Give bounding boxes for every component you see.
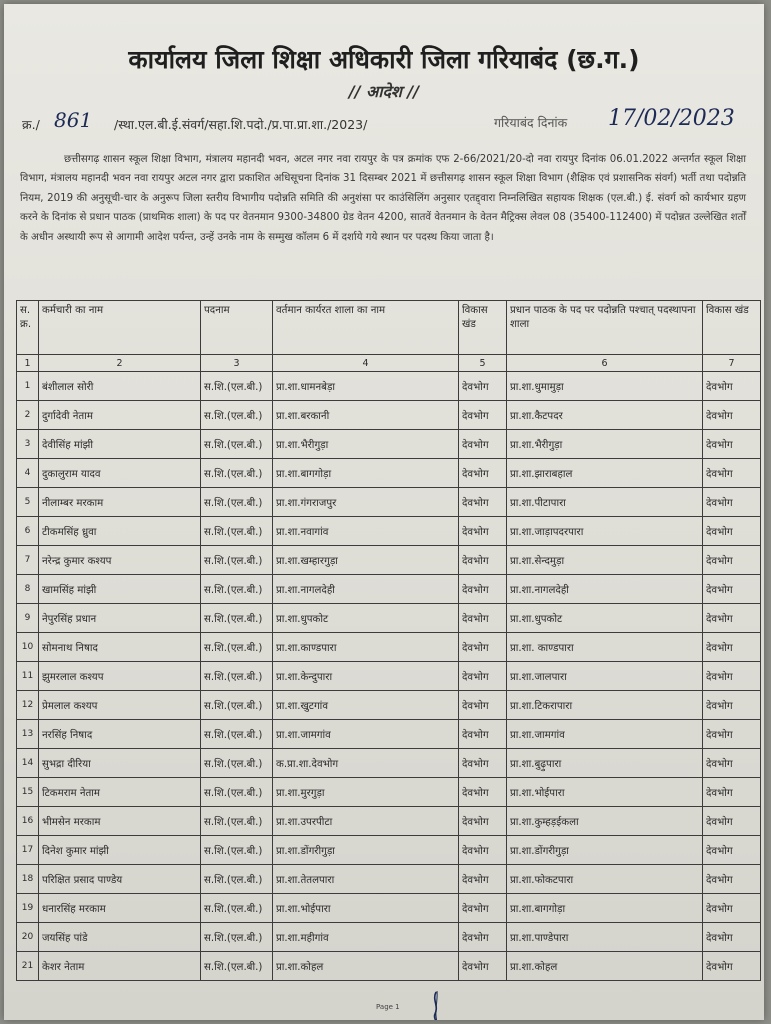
table-row (17, 691, 761, 720)
cell-posting-school: प्रा.शा.भोईपारा (507, 778, 703, 807)
cell-block: देवभोग (459, 749, 507, 778)
cell-posting-school: प्रा.शा.कैटपदर (507, 401, 703, 430)
table-row (17, 546, 761, 575)
cell-block: देवभोग (459, 894, 507, 923)
cell-block: देवभोग (459, 517, 507, 546)
office-title: कार्यालय जिला शिक्षा अधिकारी जिला गरियाबंद (छ.ग.) (128, 45, 640, 74)
cell-serial: 17 (17, 836, 39, 865)
col-number: 5 (459, 355, 507, 372)
table-row (17, 720, 761, 749)
ref-prefix: क्र./ (22, 117, 40, 132)
cell-current-school: प्रा.शा.केन्दुपारा (273, 662, 459, 691)
pen-stroke-icon (430, 990, 442, 1020)
cell-current-school: प्रा.शा.धुपकोट (273, 604, 459, 633)
cell-employee-name: टिकमराम नेताम (39, 778, 201, 807)
cell-employee-name: धनारसिंह मरकाम (39, 894, 201, 923)
cell-current-school: प्रा.शा.नवागांव (273, 517, 459, 546)
cell-designation: स.शि.(एल.बी.) (201, 691, 273, 720)
cell-posting-school: प्रा.शा. काण्डपारा (507, 633, 703, 662)
cell-serial: 2 (17, 401, 39, 430)
col-number: 3 (201, 355, 273, 372)
cell-current-school: प्रा.शा.मुरगुड़ा (273, 778, 459, 807)
cell-serial: 8 (17, 575, 39, 604)
cell-employee-name: भीमसेन मरकाम (39, 807, 201, 836)
cell-block: देवभोग (459, 604, 507, 633)
page-number: Page 1 (376, 1003, 400, 1011)
cell-posting-school: प्रा.शा.कोहल (507, 952, 703, 981)
cell-block: देवभोग (459, 923, 507, 952)
cell-posting-school: प्रा.शा.भैरीगुड़ा (507, 430, 703, 459)
cell-current-school: प्रा.शा.बरकानी (273, 401, 459, 430)
cell-current-school: प्रा.शा.बागगोड़ा (273, 459, 459, 488)
cell-posting-school: प्रा.शा.झाराबहाल (507, 459, 703, 488)
col-number: 2 (39, 355, 201, 372)
cell-current-school: प्रा.शा.खम्हारगुड़ा (273, 546, 459, 575)
cell-serial: 10 (17, 633, 39, 662)
cell-employee-name: नरेन्द्र कुमार कश्यप (39, 546, 201, 575)
cell-current-school: प्रा.शा.भोईपारा (273, 894, 459, 923)
cell-block: देवभोग (459, 662, 507, 691)
cell-posting-block: देवभोग (703, 401, 761, 430)
cell-current-school: प्रा.शा.नागलदेही (273, 575, 459, 604)
cell-posting-school: प्रा.शा.जालपारा (507, 662, 703, 691)
col-number: 6 (507, 355, 703, 372)
cell-current-school: प्रा.शा.खुटगांव (273, 691, 459, 720)
cell-posting-block: देवभोग (703, 865, 761, 894)
cell-block: देवभोग (459, 488, 507, 517)
cell-designation: स.शि.(एल.बी.) (201, 807, 273, 836)
cell-designation: स.शि.(एल.बी.) (201, 604, 273, 633)
cell-block: देवभोग (459, 459, 507, 488)
cell-posting-school: प्रा.शा.नागलदेही (507, 575, 703, 604)
cell-posting-block: देवभोग (703, 691, 761, 720)
document-page (4, 4, 764, 1020)
table-body (17, 372, 761, 981)
cell-designation: स.शि.(एल.बी.) (201, 749, 273, 778)
cell-employee-name: सोमनाथ निषाद (39, 633, 201, 662)
col-number: 7 (703, 355, 761, 372)
col-header-new-block: विकास खंड (703, 301, 761, 355)
cell-serial: 14 (17, 749, 39, 778)
cell-serial: 13 (17, 720, 39, 749)
cell-designation: स.शि.(एल.बी.) (201, 633, 273, 662)
cell-designation: स.शि.(एल.बी.) (201, 488, 273, 517)
cell-designation: स.शि.(एल.बी.) (201, 894, 273, 923)
cell-employee-name: दिनेश कुमार मांझी (39, 836, 201, 865)
order-heading: // आदेश // (348, 82, 420, 101)
table-row (17, 430, 761, 459)
cell-posting-block: देवभोग (703, 517, 761, 546)
cell-employee-name: टीकमसिंह ध्रुवा (39, 517, 201, 546)
cell-posting-block: देवभोग (703, 633, 761, 662)
cell-designation: स.शि.(एल.बी.) (201, 517, 273, 546)
table-row (17, 517, 761, 546)
table-row (17, 749, 761, 778)
reference-line (18, 108, 750, 138)
table-row (17, 401, 761, 430)
table-header-row (17, 301, 761, 355)
col-header-block: विकास खंड (459, 301, 507, 355)
cell-posting-block: देवभोग (703, 372, 761, 401)
cell-posting-school: प्रा.शा.बुढ़ुपारा (507, 749, 703, 778)
cell-designation: स.शि.(एल.बी.) (201, 546, 273, 575)
table-row (17, 459, 761, 488)
cell-current-school: प्रा.शा.धामनबेड़ा (273, 372, 459, 401)
cell-designation: स.शि.(एल.बी.) (201, 430, 273, 459)
cell-designation: स.शि.(एल.बी.) (201, 836, 273, 865)
cell-posting-block: देवभोग (703, 807, 761, 836)
cell-posting-school: प्रा.शा.बागगोड़ा (507, 894, 703, 923)
cell-posting-block: देवभोग (703, 894, 761, 923)
table-row (17, 662, 761, 691)
cell-block: देवभोग (459, 372, 507, 401)
cell-posting-block: देवभोग (703, 923, 761, 952)
cell-posting-school: प्रा.शा.फोकटपारा (507, 865, 703, 894)
cell-serial: 20 (17, 923, 39, 952)
cell-employee-name: परिक्षित प्रसाद पाण्डेय (39, 865, 201, 894)
cell-serial: 18 (17, 865, 39, 894)
cell-posting-block: देवभोग (703, 720, 761, 749)
cell-current-school: प्रा.शा.कोहल (273, 952, 459, 981)
column-number-row (17, 355, 761, 372)
cell-serial: 11 (17, 662, 39, 691)
col-number: 1 (17, 355, 39, 372)
cell-current-school: क.प्रा.शा.देवभोग (273, 749, 459, 778)
cell-block: देवभोग (459, 401, 507, 430)
cell-employee-name: बंशीलाल सोरी (39, 372, 201, 401)
cell-posting-school: प्रा.शा.सेन्दमुड़ा (507, 546, 703, 575)
cell-employee-name: दुकालुराम यादव (39, 459, 201, 488)
cell-posting-school: प्रा.शा.जाड़ापदरपारा (507, 517, 703, 546)
cell-employee-name: देवीसिंह मांझी (39, 430, 201, 459)
cell-designation: स.शि.(एल.बी.) (201, 778, 273, 807)
cell-employee-name: केशर नेताम (39, 952, 201, 981)
cell-current-school: प्रा.शा.तेतलपारा (273, 865, 459, 894)
cell-current-school: प्रा.शा.भैरीगुड़ा (273, 430, 459, 459)
ref-code: /स्था.एल.बी.ई.संवर्ग/सहा.शि.पदो./प्र.पा.प्रा.शा./2023/ (114, 117, 368, 132)
cell-block: देवभोग (459, 836, 507, 865)
cell-designation: स.शि.(एल.बी.) (201, 575, 273, 604)
cell-posting-block: देवभोग (703, 488, 761, 517)
cell-posting-block: देवभोग (703, 604, 761, 633)
cell-posting-school: प्रा.शा.पीटापारा (507, 488, 703, 517)
cell-current-school: प्रा.शा.महीगांव (273, 923, 459, 952)
cell-block: देवभोग (459, 575, 507, 604)
cell-designation: स.शि.(एल.बी.) (201, 952, 273, 981)
cell-current-school: प्रा.शा.काण्डपारा (273, 633, 459, 662)
col-header-sn: स. क्र. (17, 301, 39, 355)
cell-employee-name: नीलाम्बर मरकाम (39, 488, 201, 517)
promotion-table (16, 300, 761, 981)
cell-serial: 19 (17, 894, 39, 923)
cell-posting-block: देवभोग (703, 749, 761, 778)
table-row (17, 836, 761, 865)
cell-posting-block: देवभोग (703, 778, 761, 807)
cell-block: देवभोग (459, 633, 507, 662)
cell-employee-name: खामसिंह मांझी (39, 575, 201, 604)
cell-employee-name: सुभद्रा दीरिया (39, 749, 201, 778)
cell-serial: 21 (17, 952, 39, 981)
cell-designation: स.शि.(एल.बी.) (201, 459, 273, 488)
cell-block: देवभोग (459, 691, 507, 720)
cell-serial: 15 (17, 778, 39, 807)
cell-posting-school: प्रा.शा.जामगांव (507, 720, 703, 749)
cell-serial: 16 (17, 807, 39, 836)
cell-serial: 4 (17, 459, 39, 488)
cell-posting-school: प्रा.शा.पाण्डेपारा (507, 923, 703, 952)
col-header-current-school: वर्तमान कार्यरत शाला का नाम (273, 301, 459, 355)
table-row (17, 865, 761, 894)
cell-posting-school: प्रा.शा.धुमामुड़ा (507, 372, 703, 401)
cell-serial: 12 (17, 691, 39, 720)
cell-block: देवभोग (459, 778, 507, 807)
cell-designation: स.शि.(एल.बी.) (201, 372, 273, 401)
cell-block: देवभोग (459, 720, 507, 749)
table-row (17, 372, 761, 401)
table-row (17, 575, 761, 604)
table-row (17, 952, 761, 981)
col-header-post: पदनाम (201, 301, 273, 355)
cell-current-school: प्रा.शा.डोंगरीगुड़ा (273, 836, 459, 865)
cell-block: देवभोग (459, 807, 507, 836)
cell-serial: 1 (17, 372, 39, 401)
cell-block: देवभोग (459, 865, 507, 894)
cell-employee-name: झुमरलाल कश्यप (39, 662, 201, 691)
cell-current-school: प्रा.शा.उपरपीटा (273, 807, 459, 836)
cell-serial: 3 (17, 430, 39, 459)
cell-block: देवभोग (459, 430, 507, 459)
cell-designation: स.शि.(एल.बी.) (201, 865, 273, 894)
col-number: 4 (273, 355, 459, 372)
order-body-paragraph: छत्तीसगढ़ शासन स्कूल शिक्षा विभाग, मंत्रालय महानदी भवन, अटल नगर नवा रायपुर के पत्र क्रमांक एफ 2-66/2021/20-दो नवा रायपुर दिनांक 06.01.2022 अन्तर्गत स्कूल शिक्षा विभाग, मंत्रालय महानदी भवन नवा रायपुर अटल नगर द्वारा प्रकाशित अधिसूचना दिनांक 31 दिसम्बर 2021 में छत्तीसगढ़ शासन स्कूल शिक्षा विभाग (शैक्षिक एवं प्रशासनिक संवर्ग) भर्ती तथा पदोन्नति नियम, 2019 की अनुसूची-चार के अनुरूप जिला स्तरीय विभागीय पदोन्नति समिति की अनुशंसा पर काउंसिलिंग अनुसार एतद्द्वारा निम्नलिखित सहायक शिक्षक (एल.बी.) ई. संवर्ग को कार्यभार ग्रहण करने के दिनांक से प्रधान पाठक (प्राथमिक शाला) के पद पर वेतनमान 9300-34800 ग्रेड वेतन 4200, सातवें वेतनमान के वेतन मैट्रिक्स लेवल 08 (35400-112400) में पदोन्नत उल्लेखित शर्तों के अधीन अस्थायी रूप से आगामी आदेश पर्यन्त, उन्हें उनके नाम के सम्मुख कॉलम 6 में दर्शाये गये स्थान पर पदस्थ किया जाता है। (20, 154, 746, 243)
cell-posting-block: देवभोग (703, 662, 761, 691)
ref-number-handwritten: 861 (54, 108, 93, 132)
cell-posting-school: प्रा.शा.टिकरापारा (507, 691, 703, 720)
cell-serial: 9 (17, 604, 39, 633)
cell-posting-block: देवभोग (703, 836, 761, 865)
table-row (17, 778, 761, 807)
cell-employee-name: जयसिंह पांडे (39, 923, 201, 952)
table-row (17, 604, 761, 633)
date-handwritten: 17/02/2023 (608, 106, 735, 131)
cell-designation: स.शि.(एल.बी.) (201, 401, 273, 430)
cell-current-school: प्रा.शा.जामगांव (273, 720, 459, 749)
cell-posting-block: देवभोग (703, 575, 761, 604)
cell-posting-block: देवभोग (703, 546, 761, 575)
cell-current-school: प्रा.शा.गंगराजपुर (273, 488, 459, 517)
table-row (17, 923, 761, 952)
cell-serial: 7 (17, 546, 39, 575)
col-header-new-school: प्रधान पाठक के पद पर पदोन्नति पश्चात् पदस्थापना शाला (507, 301, 703, 355)
place-date-label: गरियाबंद दिनांक (494, 115, 568, 130)
cell-employee-name: नेपुरसिंह प्रधान (39, 604, 201, 633)
cell-serial: 5 (17, 488, 39, 517)
cell-serial: 6 (17, 517, 39, 546)
cell-posting-block: देवभोग (703, 952, 761, 981)
col-header-name: कर्मचारी का नाम (39, 301, 201, 355)
cell-designation: स.शि.(एल.बी.) (201, 923, 273, 952)
cell-designation: स.शि.(एल.बी.) (201, 720, 273, 749)
cell-block: देवभोग (459, 952, 507, 981)
cell-posting-block: देवभोग (703, 430, 761, 459)
table-row (17, 807, 761, 836)
table-row (17, 488, 761, 517)
cell-posting-school: प्रा.शा.कुम्हड़ईकला (507, 807, 703, 836)
cell-posting-school: प्रा.शा.डोंगरीगुड़ा (507, 836, 703, 865)
table-row (17, 894, 761, 923)
cell-posting-school: प्रा.शा.धुपकोट (507, 604, 703, 633)
cell-employee-name: दुर्गादेवी नेताम (39, 401, 201, 430)
cell-block: देवभोग (459, 546, 507, 575)
cell-employee-name: प्रेमलाल कश्यप (39, 691, 201, 720)
cell-posting-block: देवभोग (703, 459, 761, 488)
table-row (17, 633, 761, 662)
cell-employee-name: नरसिंह निषाद (39, 720, 201, 749)
cell-designation: स.शि.(एल.बी.) (201, 662, 273, 691)
